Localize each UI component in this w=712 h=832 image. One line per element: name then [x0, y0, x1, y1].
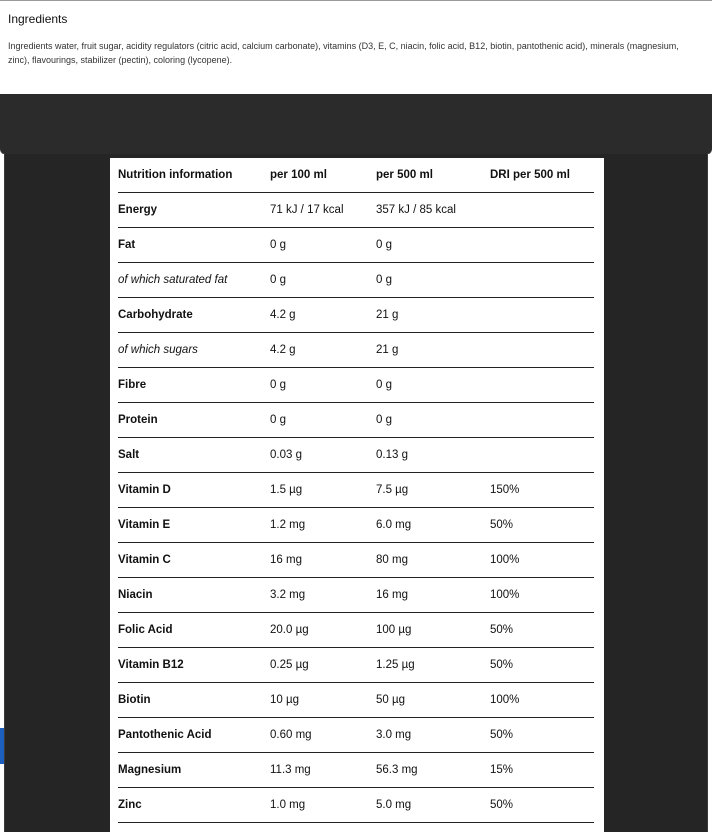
nutrient-name: Vitamin E — [118, 508, 270, 543]
nutrient-name: of which saturated fat — [118, 263, 270, 298]
nutrient-name: Energy — [118, 193, 270, 228]
table-row — [118, 403, 594, 438]
nutrition-header-row — [118, 158, 594, 193]
header-per-500-ml: per 500 ml — [376, 158, 490, 193]
nutrient-name: Carbohydrate — [118, 298, 270, 333]
table-row — [118, 718, 594, 753]
table-row — [118, 753, 594, 788]
nutrition-table-sheet — [110, 158, 604, 832]
table-row — [118, 508, 594, 543]
header-dri-per-500-ml: DRI per 500 ml — [490, 158, 594, 193]
nutrient-name: Salt — [118, 438, 270, 473]
value-per-100-ml: 4.2 g — [270, 333, 376, 368]
value-per-500-ml: 16 mg — [376, 578, 490, 613]
value-per-100-ml: 0.03 g — [270, 438, 376, 473]
value-per-500-ml: 56.3 mg — [376, 753, 490, 788]
table-row — [118, 333, 594, 368]
value-per-500-ml: 21 g — [376, 298, 490, 333]
value-per-100-ml: 71 kJ / 17 kcal — [270, 193, 376, 228]
value-per-500-ml: 5.0 mg — [376, 788, 490, 823]
value-per-100-ml: 0 g — [270, 368, 376, 403]
value-per-100-ml: 20.0 µg — [270, 613, 376, 648]
nutrition-table-body — [118, 193, 594, 823]
table-row — [118, 543, 594, 578]
value-dri-per-500-ml: 15% — [490, 753, 594, 788]
table-row — [118, 368, 594, 403]
value-per-100-ml: 0 g — [270, 403, 376, 438]
table-row — [118, 298, 594, 333]
table-row — [118, 613, 594, 648]
nutrient-name: Vitamin C — [118, 543, 270, 578]
value-per-500-ml: 3.0 mg — [376, 718, 490, 753]
value-per-500-ml: 0 g — [376, 263, 490, 298]
value-per-100-ml: 0 g — [270, 228, 376, 263]
nutrient-name: Zinc — [118, 788, 270, 823]
value-dri-per-500-ml: 50% — [490, 508, 594, 543]
value-dri-per-500-ml — [490, 368, 594, 403]
value-dri-per-500-ml — [490, 403, 594, 438]
nutrient-name: of which sugars — [118, 333, 270, 368]
value-per-500-ml: 0 g — [376, 228, 490, 263]
value-per-100-ml: 0.25 µg — [270, 648, 376, 683]
nutrient-name: Pantothenic Acid — [118, 718, 270, 753]
value-per-500-ml: 0 g — [376, 368, 490, 403]
table-row — [118, 683, 594, 718]
nutrient-name: Vitamin B12 — [118, 648, 270, 683]
value-per-100-ml: 3.2 mg — [270, 578, 376, 613]
background-page-edge-right — [708, 154, 712, 832]
nutrient-name: Biotin — [118, 683, 270, 718]
table-row — [118, 648, 594, 683]
table-row — [118, 193, 594, 228]
value-dri-per-500-ml: 100% — [490, 543, 594, 578]
table-row — [118, 263, 594, 298]
value-per-100-ml: 4.2 g — [270, 298, 376, 333]
header-nutrition-information: Nutrition information — [118, 158, 270, 193]
table-row — [118, 438, 594, 473]
value-dri-per-500-ml: 100% — [490, 578, 594, 613]
value-dri-per-500-ml — [490, 193, 594, 228]
value-dri-per-500-ml — [490, 333, 594, 368]
value-per-500-ml: 21 g — [376, 333, 490, 368]
value-per-500-ml: 100 µg — [376, 613, 490, 648]
value-per-100-ml: 1.2 mg — [270, 508, 376, 543]
value-per-500-ml: 50 µg — [376, 683, 490, 718]
nutrient-name: Protein — [118, 403, 270, 438]
value-per-500-ml: 1.25 µg — [376, 648, 490, 683]
table-row — [118, 228, 594, 263]
value-per-100-ml: 11.3 mg — [270, 753, 376, 788]
value-per-500-ml: 80 mg — [376, 543, 490, 578]
value-dri-per-500-ml: 50% — [490, 648, 594, 683]
value-dri-per-500-ml: 50% — [490, 613, 594, 648]
nutrient-name: Vitamin D — [118, 473, 270, 508]
value-per-100-ml: 16 mg — [270, 543, 376, 578]
nutrient-name: Fibre — [118, 368, 270, 403]
value-per-500-ml: 6.0 mg — [376, 508, 490, 543]
table-row — [118, 473, 594, 508]
value-dri-per-500-ml — [490, 263, 594, 298]
value-dri-per-500-ml — [490, 298, 594, 333]
nutrient-name: Fat — [118, 228, 270, 263]
value-per-100-ml: 0 g — [270, 263, 376, 298]
value-per-500-ml: 0.13 g — [376, 438, 490, 473]
value-dri-per-500-ml: 50% — [490, 718, 594, 753]
table-row — [118, 788, 594, 823]
value-dri-per-500-ml — [490, 438, 594, 473]
value-per-100-ml: 1.0 mg — [270, 788, 376, 823]
header-per-100-ml: per 100 ml — [270, 158, 376, 193]
nutrient-name: Magnesium — [118, 753, 270, 788]
value-per-500-ml: 357 kJ / 85 kcal — [376, 193, 490, 228]
ingredients-text: Ingredients water, fruit sugar, acidity regulators (citric acid, calcium carbonate), vitamins (D3, E, C, niacin, folic acid, B12, biotin, pantothenic acid), minerals (magnesium, zinc), flavourings, stabilizer (pectin), coloring (lycopene). — [8, 41, 679, 65]
table-row — [118, 578, 594, 613]
value-dri-per-500-ml: 100% — [490, 683, 594, 718]
value-dri-per-500-ml: 150% — [490, 473, 594, 508]
value-per-500-ml: 0 g — [376, 403, 490, 438]
value-per-100-ml: 0.60 mg — [270, 718, 376, 753]
value-per-100-ml: 10 µg — [270, 683, 376, 718]
value-per-500-ml: 7.5 µg — [376, 473, 490, 508]
ingredients-panel — [0, 0, 712, 94]
nutrient-name: Niacin — [118, 578, 270, 613]
nutrition-table — [118, 158, 594, 823]
modal-header-band — [0, 94, 712, 154]
value-per-100-ml: 1.5 µg — [270, 473, 376, 508]
ingredients-title: Ingredients — [8, 12, 68, 26]
nutrient-name: Folic Acid — [118, 613, 270, 648]
value-dri-per-500-ml: 50% — [490, 788, 594, 823]
value-dri-per-500-ml — [490, 228, 594, 263]
